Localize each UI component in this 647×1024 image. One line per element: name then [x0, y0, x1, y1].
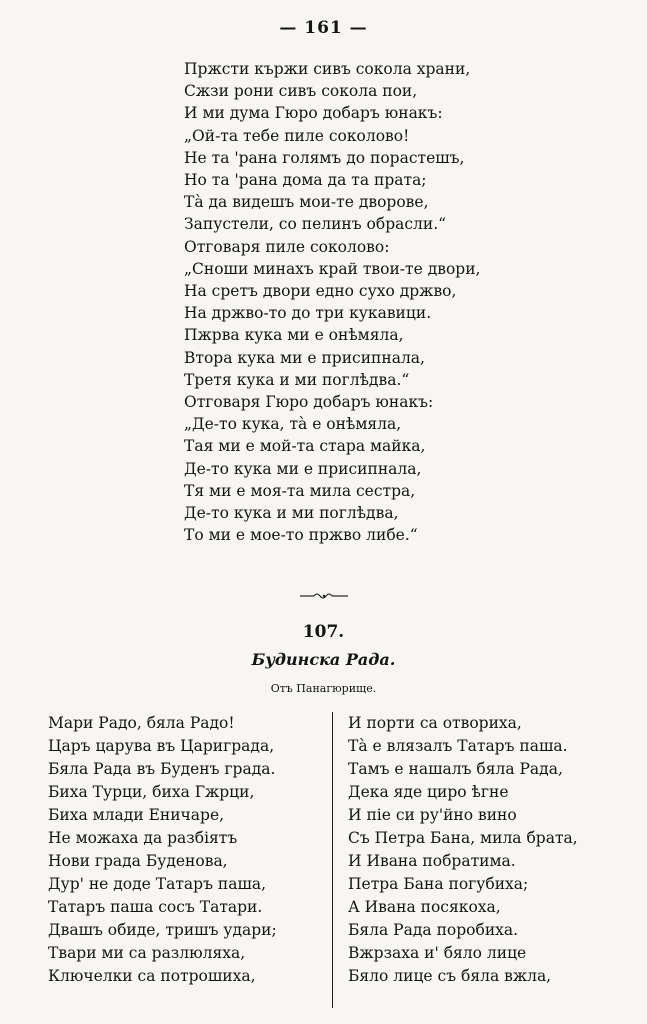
verse-line: А Ивана посякоха,: [348, 898, 501, 916]
verse-line: Бяла Рада въ Буденъ града.: [48, 760, 276, 778]
song-number: 107.: [302, 622, 345, 642]
verse-line: Ключелки са потрошиха,: [48, 967, 256, 985]
verse-line: То ми е мое-то пржво либе.“: [184, 526, 418, 545]
verse-line: На држво-то до три кукавици.: [184, 304, 432, 323]
verse-line: Не та 'рана голямъ до порастешъ,: [184, 148, 465, 167]
verse-line: Съ Петра Бана, мила брата,: [348, 829, 578, 847]
verse-line: Дека яде циро ѣгне: [348, 783, 509, 801]
verse-line: Тя ми е моя-та мила сестра,: [184, 481, 416, 500]
verse-line: Татаръ паша сосъ Татари.: [48, 898, 263, 916]
verse-line: „Де-то кука, тà е онѣмяла,: [184, 415, 402, 434]
verse-line: Биха Турци, биха Гжрци,: [48, 783, 255, 801]
verse-line: Вжрзаха и' бяло лице: [348, 944, 527, 962]
verse-line: Биха млади Еничаре,: [48, 806, 225, 824]
verse-line: Бяло лице съ бяла вжла,: [348, 967, 552, 985]
song-source: Отъ Панагюрище.: [270, 682, 377, 695]
verse-line: Бяла Рада поробиха.: [348, 921, 519, 939]
verse-line: Третя кука и ми поглѣдва.“: [184, 370, 410, 389]
verse-line: Отговаря Гюро добаръ юнакъ:: [184, 393, 434, 412]
poem-continuation: [184, 58, 524, 546]
verse-line: Пржсти кържи сивъ сокола храни,: [184, 60, 471, 78]
verse-line: Сжзи рони сивъ сокола пои,: [184, 82, 418, 101]
verse-line: Пжрва кука ми е онѣмяла,: [184, 326, 404, 345]
verse-line: Тамъ е нашалъ бяла Рада,: [348, 760, 563, 778]
verse-line: Запустели, со пелинъ обрасли.“: [184, 215, 447, 234]
verse-line: И порти са отвориха,: [348, 714, 522, 732]
verse-line: Де-то кука и ми поглѣдва,: [184, 504, 399, 523]
verse-line: На сретъ двори едно сухо држво,: [184, 282, 457, 301]
verse-line: „Сноши минахъ край твои-те двори,: [184, 259, 481, 278]
verse-line: Не можаха да разбіятъ: [48, 829, 238, 847]
verse-line: И Ивана побратима.: [348, 852, 516, 870]
verse-line: И ми дума Гюро добаръ юнакъ:: [184, 104, 443, 123]
verse-line: Нови града Буденова,: [48, 852, 228, 870]
verse-line: И пie си ру'йно вино: [348, 806, 517, 824]
verse-line: Царъ царува въ Цариграда,: [48, 737, 275, 755]
verse-line: Тà да видешъ мои-те дворове,: [184, 193, 429, 212]
column-divider: [332, 712, 333, 1008]
verse-line: Но та 'рана дома да та прата;: [184, 171, 427, 190]
verse-line: Петра Бана погубиха;: [348, 875, 529, 893]
verse-line: Тая ми е мой-та стара майка,: [184, 437, 426, 456]
verse-line: Двашъ обиде, тришъ удари;: [48, 921, 277, 939]
verse-line: Втора кука ми е присипнала,: [184, 348, 425, 367]
song-title: Будинска Рада.: [251, 650, 396, 669]
ornament-divider-icon: [299, 591, 349, 601]
ornament-divider: [0, 586, 647, 605]
verse-line: „Ой-та тебе пиле соколово!: [184, 126, 410, 145]
page-number: — 161 —: [279, 18, 368, 38]
verse-line: Мари Радо, бяла Радо!: [48, 714, 235, 732]
verse-line: Тà е влязалъ Татаръ паша.: [348, 737, 568, 755]
verse-line: Дур' не доде Татаръ паша,: [48, 875, 267, 893]
verse-line: Твари ми са разлюляха,: [48, 944, 246, 962]
song-column-left: [48, 712, 318, 988]
verse-line: Отговаря пиле соколово:: [184, 237, 390, 256]
verse-line: Де-то кука ми е присипнала,: [184, 459, 422, 478]
song-column-right: [348, 712, 618, 988]
